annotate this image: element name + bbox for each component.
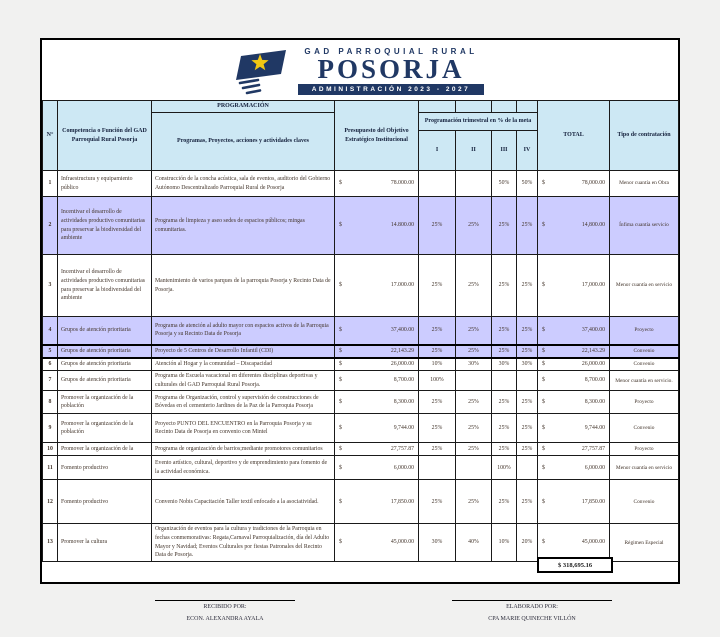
table-row bbox=[43, 443, 679, 456]
header-q-spacer-3 bbox=[492, 101, 517, 113]
quarter-cell: 25% bbox=[456, 345, 492, 358]
presupuesto-cell bbox=[335, 255, 419, 317]
header-quarter-3: III bbox=[492, 131, 517, 171]
amount-value: 17,850.00 bbox=[581, 498, 605, 505]
currency-symbol: $ bbox=[542, 326, 545, 333]
currency-symbol: $ bbox=[339, 539, 342, 546]
total-cell bbox=[538, 197, 610, 255]
table-row bbox=[43, 371, 679, 391]
row-number: 6 bbox=[43, 358, 58, 371]
quarter-cell bbox=[419, 456, 456, 480]
amount-value: 8,300.00 bbox=[393, 399, 414, 406]
poa-table bbox=[42, 100, 679, 562]
header-q-spacer-1 bbox=[419, 101, 456, 113]
received-label: RECIBIDO POR: bbox=[203, 604, 247, 610]
quarter-cell: 25% bbox=[517, 197, 538, 255]
programa-cell: Mantenimiento de varios parques de la parroquia Posorja y Recinto Data de Posorja. bbox=[152, 255, 335, 317]
tipo-cell: Proyecto bbox=[610, 391, 679, 414]
header-programacion: PROGRAMACIÓN bbox=[152, 101, 335, 113]
total-cell bbox=[538, 456, 610, 480]
quarter-cell: 40% bbox=[456, 524, 492, 562]
currency-symbol: $ bbox=[339, 498, 342, 505]
header-competencia: Competencia o Función del GAD Parroquial Rural Posorja bbox=[58, 101, 152, 171]
currency-symbol: $ bbox=[339, 282, 342, 289]
competencia-cell: Infraestructura y equipamiento público bbox=[58, 171, 152, 197]
amount-value: 78,000.00 bbox=[581, 180, 605, 187]
quarter-cell: 50% bbox=[517, 171, 538, 197]
quarter-cell: 25% bbox=[419, 345, 456, 358]
signature-received bbox=[155, 600, 295, 622]
tipo-cell: Convenio bbox=[610, 358, 679, 371]
row-number: 11 bbox=[43, 456, 58, 480]
quarter-cell bbox=[517, 371, 538, 391]
currency-symbol: $ bbox=[542, 282, 545, 289]
header-total: TOTAL bbox=[538, 101, 610, 171]
presupuesto-cell bbox=[335, 480, 419, 524]
flag-star-icon bbox=[236, 49, 290, 95]
currency-symbol: $ bbox=[542, 360, 545, 367]
competencia-cell: Promover la cultura bbox=[58, 524, 152, 562]
amount-value: 26,000.00 bbox=[390, 360, 414, 367]
table-row bbox=[43, 456, 679, 480]
currency-symbol: $ bbox=[542, 222, 545, 229]
amount-value: 22,143.29 bbox=[581, 347, 605, 354]
presupuesto-cell bbox=[335, 456, 419, 480]
currency-symbol: $ bbox=[339, 425, 342, 432]
amount-value: 6,000.00 bbox=[393, 464, 414, 471]
total-cell bbox=[538, 317, 610, 345]
total-cell bbox=[538, 480, 610, 524]
quarter-cell: 25% bbox=[492, 317, 517, 345]
header-quarter-1: I bbox=[419, 131, 456, 171]
quarter-cell: 25% bbox=[419, 317, 456, 345]
competencia-cell: Grupos de atención prioritaria bbox=[58, 345, 152, 358]
table-row bbox=[43, 171, 679, 197]
row-number: 7 bbox=[43, 371, 58, 391]
quarter-cell: 25% bbox=[419, 480, 456, 524]
currency-symbol: $ bbox=[339, 399, 342, 406]
quarter-cell: 25% bbox=[456, 414, 492, 443]
total-cell bbox=[538, 391, 610, 414]
programa-cell: Evento artístico, cultural, deportivo y de emprendimiento para fomento de la actividad económica. bbox=[152, 456, 335, 480]
quarter-cell: 25% bbox=[419, 197, 456, 255]
header-presupuesto: Presupuesto del Objetivo Estratégico Institucional bbox=[335, 101, 419, 171]
competencia-cell: Grupos de atención prioritaria bbox=[58, 371, 152, 391]
currency-symbol: $ bbox=[542, 377, 545, 384]
document-page bbox=[40, 38, 680, 584]
quarter-cell: 25% bbox=[456, 391, 492, 414]
quarter-cell: 30% bbox=[456, 358, 492, 371]
programa-cell: Programa de limpieza y aseo sedes de espacios públicos; mingas comunitarias. bbox=[152, 197, 335, 255]
currency-symbol: $ bbox=[339, 180, 342, 187]
tipo-cell: Convenio bbox=[610, 480, 679, 524]
quarter-cell: 10% bbox=[419, 358, 456, 371]
quarter-cell: 25% bbox=[419, 255, 456, 317]
programa-cell: Convenio Nobis Capacitación Taller textil enfocado a la asociatividad. bbox=[152, 480, 335, 524]
tipo-cell: Menor cuantía en servicio bbox=[610, 456, 679, 480]
amount-value: 78.000.00 bbox=[390, 180, 414, 187]
table-header bbox=[43, 101, 679, 171]
currency-symbol: $ bbox=[542, 180, 545, 187]
total-cell bbox=[538, 443, 610, 456]
row-number: 4 bbox=[43, 317, 58, 345]
logo-text-block bbox=[298, 47, 485, 95]
quarter-cell: 25% bbox=[517, 317, 538, 345]
currency-symbol: $ bbox=[339, 446, 342, 453]
quarter-cell: 25% bbox=[492, 443, 517, 456]
presupuesto-cell bbox=[335, 524, 419, 562]
presupuesto-cell bbox=[335, 171, 419, 197]
quarter-cell: 25% bbox=[456, 317, 492, 345]
competencia-cell: Incentivar el desarrollo de actividades productivo comunitarias para preservar la biodiversidad del ambiente bbox=[58, 197, 152, 255]
quarter-cell: 25% bbox=[419, 391, 456, 414]
amount-value: 9,744.00 bbox=[393, 425, 414, 432]
competencia-cell: Promover la organización de la población bbox=[58, 414, 152, 443]
tipo-cell: Convenio bbox=[610, 345, 679, 358]
table-body bbox=[43, 171, 679, 562]
row-number: 2 bbox=[43, 197, 58, 255]
programa-cell: Construcción de la concha acústica, sala de eventos, auditorio del Gobierno Autónomo Descentralizado Parroquial Rural de Posorja bbox=[152, 171, 335, 197]
quarter-cell: 25% bbox=[456, 197, 492, 255]
total-cell bbox=[538, 414, 610, 443]
amount-value: 26,000.00 bbox=[581, 360, 605, 367]
tipo-cell: Proyecto bbox=[610, 443, 679, 456]
currency-symbol: $ bbox=[339, 360, 342, 367]
quarter-cell bbox=[517, 456, 538, 480]
quarter-cell: 25% bbox=[419, 443, 456, 456]
table-row bbox=[43, 255, 679, 317]
table-row bbox=[43, 391, 679, 414]
signature-line bbox=[452, 600, 612, 601]
header-trimestral: Programación trimestral en % de la meta bbox=[419, 113, 538, 131]
amount-value: 27,757.87 bbox=[390, 446, 414, 453]
amount-value: 45,000.00 bbox=[390, 539, 414, 546]
competencia-cell: Incentivar el desarrollo de actividades productivo comunitarias para preservar la biodiversidad del ambiente bbox=[58, 255, 152, 317]
programa-cell: Atención al Hogar y la comunidad – Discapacidad bbox=[152, 358, 335, 371]
presupuesto-cell bbox=[335, 443, 419, 456]
amount-value: 14,800.00 bbox=[581, 222, 605, 229]
quarter-cell: 25% bbox=[517, 414, 538, 443]
quarter-cell: 25% bbox=[456, 443, 492, 456]
quarter-cell: 100% bbox=[419, 371, 456, 391]
quarter-cell: 30% bbox=[419, 524, 456, 562]
header-quarter-2: II bbox=[456, 131, 492, 171]
table-row bbox=[43, 317, 679, 345]
currency-symbol: $ bbox=[339, 347, 342, 354]
row-number: 1 bbox=[43, 171, 58, 197]
tipo-cell: Menor cuantía en Obra bbox=[610, 171, 679, 197]
quarter-cell: 100% bbox=[492, 456, 517, 480]
competencia-cell: Fomento productivo bbox=[58, 456, 152, 480]
table-row bbox=[43, 345, 679, 358]
amount-value: 8,700.00 bbox=[584, 377, 605, 384]
elaborated-name: CPA MARIE QUINECHE VILLÓN bbox=[488, 616, 576, 622]
logo-top-text: GAD PARROQUIAL RURAL bbox=[304, 47, 478, 56]
currency-symbol: $ bbox=[542, 539, 545, 546]
tipo-cell: Menor cuantía en servicio. bbox=[610, 371, 679, 391]
table-row bbox=[43, 480, 679, 524]
tipo-cell: Menor cuantía en servicio bbox=[610, 255, 679, 317]
amount-value: 8,300.00 bbox=[584, 399, 605, 406]
quarter-cell: 25% bbox=[517, 255, 538, 317]
amount-value: 37,400.00 bbox=[581, 326, 605, 333]
programa-cell: Programa de atención al adulto mayor con espacios activos de la Parroquia Posorja y su Recinto Data de Posorja bbox=[152, 317, 335, 345]
currency-symbol: $ bbox=[542, 464, 545, 471]
table-row bbox=[43, 358, 679, 371]
quarter-cell: 25% bbox=[492, 255, 517, 317]
currency-symbol: $ bbox=[542, 347, 545, 354]
quarter-cell: 25% bbox=[492, 345, 517, 358]
header-logo bbox=[42, 40, 678, 100]
amount-value: 8,700.00 bbox=[393, 377, 414, 384]
amount-value: 14.800.00 bbox=[390, 222, 414, 229]
table-row bbox=[43, 524, 679, 562]
quarter-cell: 25% bbox=[517, 480, 538, 524]
currency-symbol: $ bbox=[339, 326, 342, 333]
grand-total-box: $ 318,695.16 bbox=[537, 557, 613, 573]
table-row bbox=[43, 197, 679, 255]
row-number: 10 bbox=[43, 443, 58, 456]
quarter-cell: 25% bbox=[456, 255, 492, 317]
programa-cell: Organización de eventos para la cultura y tradiciones de la Parroquia en fechas conmemorativas: Regata,Carnaval Parroquialización, día del Adulto Mayor y Navidad; Eventos Culturales por fiestas Patronales del Recinto Data de Posorja. bbox=[152, 524, 335, 562]
total-cell bbox=[538, 255, 610, 317]
signature-line bbox=[155, 600, 295, 601]
amount-value: 9,744.00 bbox=[584, 425, 605, 432]
row-number: 12 bbox=[43, 480, 58, 524]
currency-symbol: $ bbox=[339, 377, 342, 384]
competencia-cell: Promover la organización de la población bbox=[58, 391, 152, 414]
quarter-cell: 25% bbox=[517, 345, 538, 358]
competencia-cell: Promover la organización de la bbox=[58, 443, 152, 456]
presupuesto-cell bbox=[335, 317, 419, 345]
signature-elaborated bbox=[452, 600, 612, 622]
quarter-cell: 25% bbox=[492, 197, 517, 255]
quarter-cell: 30% bbox=[492, 358, 517, 371]
programa-cell: Proyecto de 5 Centros de Desarrollo Infantil (CDI) bbox=[152, 345, 335, 358]
header-programas: Programas, Proyectos, acciones y actividades claves bbox=[152, 113, 335, 171]
presupuesto-cell bbox=[335, 197, 419, 255]
header-quarter-4: IV bbox=[517, 131, 538, 171]
programa-cell: Programa de organización de barrios;mediante promotores comunitarios bbox=[152, 443, 335, 456]
header-numero: N° bbox=[43, 101, 58, 171]
presupuesto-cell bbox=[335, 414, 419, 443]
quarter-cell: 25% bbox=[517, 391, 538, 414]
programa-cell: Proyecto PUNTO DEL ENCUENTRO en la Parroquia Posorja y su Recinto Data de Posorja en convenio con Mintel bbox=[152, 414, 335, 443]
amount-value: 45,000.00 bbox=[581, 539, 605, 546]
total-cell bbox=[538, 371, 610, 391]
elaborated-label: ELABORADO POR: bbox=[506, 604, 558, 610]
quarter-cell bbox=[492, 371, 517, 391]
total-cell bbox=[538, 358, 610, 371]
tipo-cell: Ínfima cuantía servicio bbox=[610, 197, 679, 255]
competencia-cell: Grupos de atención prioritaria bbox=[58, 358, 152, 371]
competencia-cell: Fomento productivo bbox=[58, 480, 152, 524]
table-row bbox=[43, 414, 679, 443]
logo-brand: POSORJA bbox=[317, 54, 465, 84]
quarter-cell bbox=[456, 456, 492, 480]
tipo-cell: Régimen Especial bbox=[610, 524, 679, 562]
quarter-cell: 30% bbox=[517, 358, 538, 371]
quarter-cell: 20% bbox=[517, 524, 538, 562]
quarter-cell: 25% bbox=[456, 480, 492, 524]
currency-symbol: $ bbox=[542, 425, 545, 432]
presupuesto-cell bbox=[335, 371, 419, 391]
total-cell bbox=[538, 524, 610, 562]
currency-symbol: $ bbox=[542, 399, 545, 406]
programa-cell: Programa de Escuela vacacional en diferentes disciplinas deportivas y culturales del GAD Parroquial Rural Posorja. bbox=[152, 371, 335, 391]
quarter-cell bbox=[456, 371, 492, 391]
row-number: 3 bbox=[43, 255, 58, 317]
header-tipo: Tipo de contratación bbox=[610, 101, 679, 171]
tipo-cell: Convenio bbox=[610, 414, 679, 443]
received-name: ECON. ALEXANDRA AYALA bbox=[186, 616, 264, 622]
header-q-spacer-2 bbox=[456, 101, 492, 113]
total-cell bbox=[538, 345, 610, 358]
currency-symbol: $ bbox=[339, 222, 342, 229]
row-number: 13 bbox=[43, 524, 58, 562]
tipo-cell: Proyecto bbox=[610, 317, 679, 345]
competencia-cell: Grupos de atención prioritaria bbox=[58, 317, 152, 345]
amount-value: 17,850.00 bbox=[390, 498, 414, 505]
row-number: 8 bbox=[43, 391, 58, 414]
quarter-cell: 25% bbox=[492, 480, 517, 524]
logo-banner: ADMINISTRACIÓN 2023 - 2027 bbox=[298, 84, 485, 95]
quarter-cell: 50% bbox=[492, 171, 517, 197]
row-number: 9 bbox=[43, 414, 58, 443]
amount-value: 27,757.87 bbox=[581, 446, 605, 453]
amount-value: 37,400.00 bbox=[390, 326, 414, 333]
header-q-spacer-4 bbox=[517, 101, 538, 113]
currency-symbol: $ bbox=[339, 464, 342, 471]
quarter-cell: 25% bbox=[492, 414, 517, 443]
amount-value: 6,000.00 bbox=[584, 464, 605, 471]
quarter-cell bbox=[419, 171, 456, 197]
presupuesto-cell bbox=[335, 391, 419, 414]
total-cell bbox=[538, 171, 610, 197]
currency-symbol: $ bbox=[542, 498, 545, 505]
quarter-cell: 25% bbox=[419, 414, 456, 443]
quarter-cell: 25% bbox=[517, 443, 538, 456]
amount-value: 17,000.00 bbox=[581, 282, 605, 289]
amount-value: 17.000.00 bbox=[390, 282, 414, 289]
row-number: 5 bbox=[43, 345, 58, 358]
quarter-cell: 10% bbox=[492, 524, 517, 562]
quarter-cell: 25% bbox=[492, 391, 517, 414]
quarter-cell bbox=[456, 171, 492, 197]
currency-symbol: $ bbox=[542, 446, 545, 453]
presupuesto-cell bbox=[335, 345, 419, 358]
programa-cell: Programa de Organización, control y supervisión de construcciones de Bóvedas en el cementerio Jardines de la Paz de la Parroquia Posorja bbox=[152, 391, 335, 414]
presupuesto-cell bbox=[335, 358, 419, 371]
amount-value: 22,143.29 bbox=[390, 347, 414, 354]
